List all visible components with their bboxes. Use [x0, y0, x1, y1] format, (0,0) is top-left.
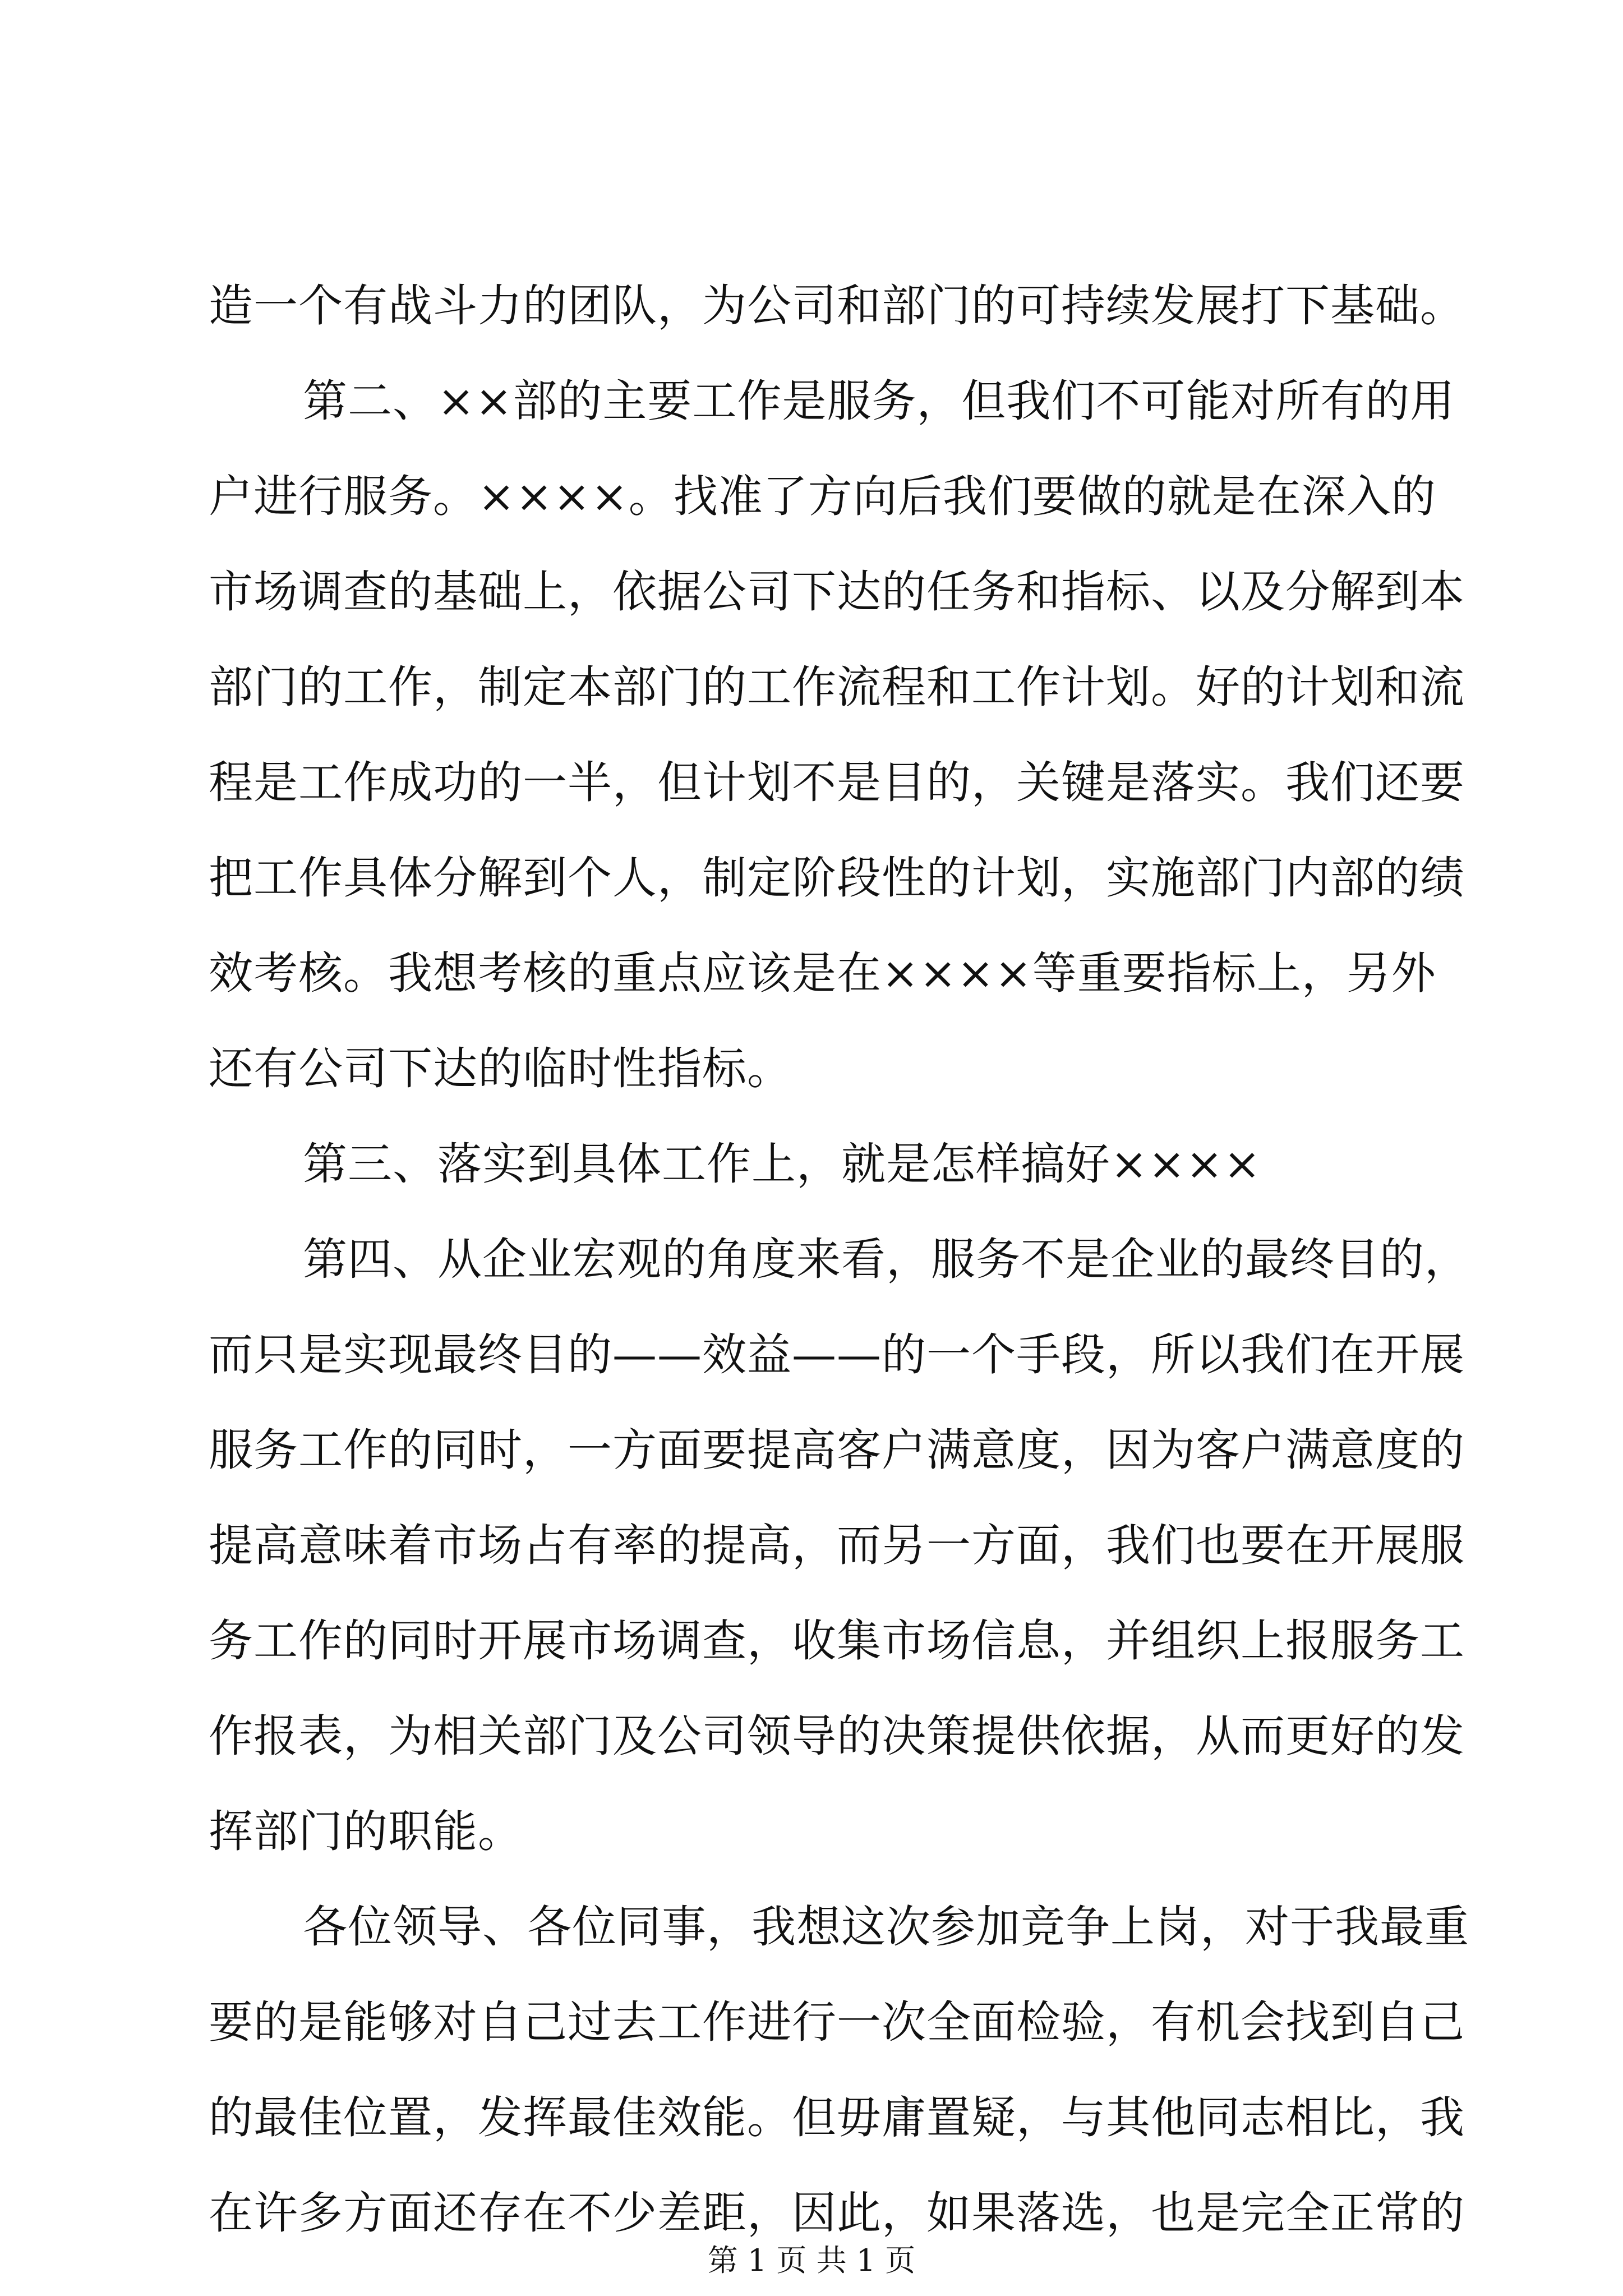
text-line: 还有公司下达的临时性指标。 [209, 1043, 792, 1094]
text-line: 服务工作的同时，一方面要提高客户满意度，因为客户满意度的 [209, 1424, 1465, 1476]
text-line: 把工作具体分解到个人，制定阶段性的计划，实施部门内部的绩 [209, 852, 1465, 904]
text-line: 第二、××部的主要工作是服务，但我们不可能对所有的用 [303, 375, 1455, 427]
text-line: 而只是实现最终目的——效益——的一个手段，所以我们在开展 [209, 1329, 1465, 1381]
text-line: 的最佳位置，发挥最佳效能。但毋庸置疑，与其他同志相比，我 [209, 2092, 1465, 2143]
text-line: 部门的工作，制定本部门的工作流程和工作计划。好的计划和流 [209, 661, 1465, 713]
text-line: 造一个有战斗力的团队，为公司和部门的可持续发展打下基础。 [209, 280, 1465, 332]
text-line: 要的是能够对自己过去工作进行一次全面检验，有机会找到自己 [209, 1996, 1465, 2048]
text-line: 作报表，为相关部门及公司领导的决策提供依据，从而更好的发 [209, 1710, 1465, 1762]
text-line: 户进行服务。××××。找准了方向后我们要做的就是在深入的 [209, 471, 1436, 522]
text-line: 第四、从企业宏观的角度来看，服务不是企业的最终目的， [303, 1234, 1469, 1285]
text-line: 效考核。我想考核的重点应该是在××××等重要指标上，另外 [209, 947, 1436, 999]
page-number-footer: 第 1 页 共 1 页 [707, 2243, 916, 2278]
text-line: 在许多方面还存在不少差距，因此，如果落选，也是完全正常的 [209, 2187, 1465, 2239]
text-line: 各位领导、各位同事，我想这次参加竞争上岗，对于我最重 [303, 1901, 1469, 1953]
text-line: 提高意味着市场占有率的提高，而另一方面，我们也要在开展服 [209, 1520, 1465, 1571]
text-line: 市场调查的基础上，依据公司下达的任务和指标、以及分解到本 [209, 566, 1465, 618]
text-line: 程是工作成功的一半，但计划不是目的，关键是落实。我们还要 [209, 757, 1465, 808]
text-line: 挥部门的职能。 [209, 1806, 523, 1857]
text-line: 务工作的同时开展市场调查，收集市场信息，并组织上报服务工 [209, 1615, 1465, 1667]
text-line: 第三、落实到具体工作上，就是怎样搞好×××× [303, 1138, 1261, 1190]
